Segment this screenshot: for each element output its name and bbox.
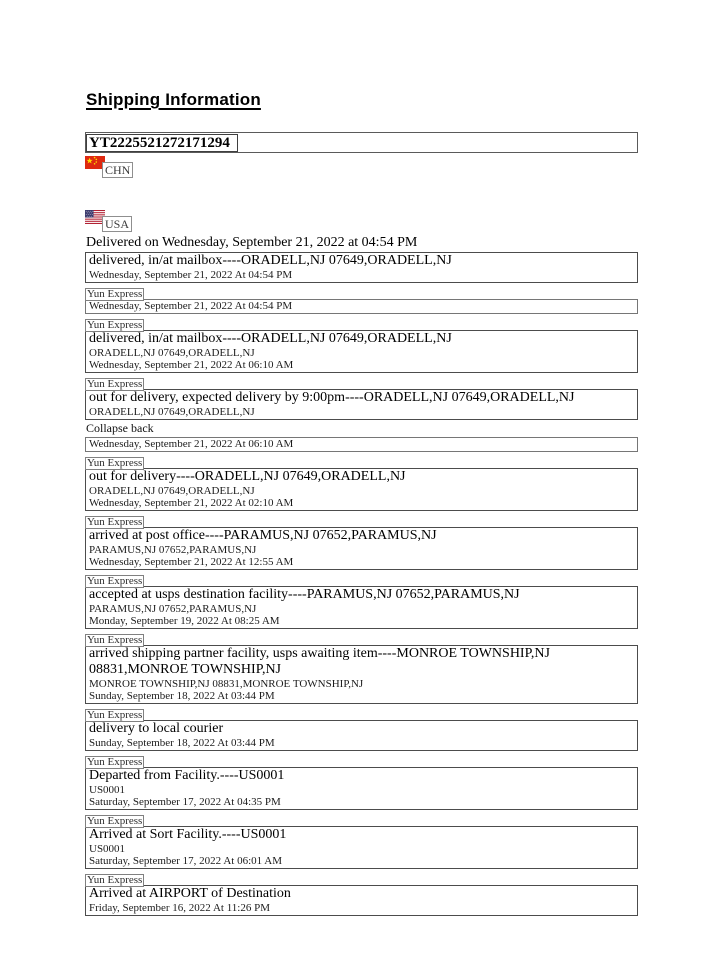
carrier-badge: Yun Express — [87, 575, 143, 587]
event-title: Arrived at AIRPORT of Destination — [89, 886, 291, 901]
event-location: ORADELL,NJ 07649,ORADELL,NJ — [89, 347, 255, 359]
event-location: ORADELL,NJ 07649,ORADELL,NJ — [89, 485, 255, 497]
event-datetime: Sunday, September 18, 2022 At 03:44 PM — [89, 737, 275, 749]
event-datetime: Wednesday, September 21, 2022 At 02:10 AM — [89, 497, 294, 509]
carrier-badge: Yun Express — [87, 634, 143, 646]
tracking-event-card — [85, 389, 638, 420]
tracking-event-card — [85, 252, 638, 283]
carrier-badge: Yun Express — [87, 874, 143, 886]
event-datetime: Saturday, September 17, 2022 At 06:01 AM — [89, 855, 282, 867]
destination-country-row — [85, 210, 638, 233]
event-title: delivered, in/at mailbox----ORADELL,NJ 07649,ORADELL,NJ — [89, 331, 452, 346]
event-location: PARAMUS,NJ 07652,PARAMUS,NJ — [89, 544, 257, 556]
event-location: MONROE TOWNSHIP,NJ 08831,MONROE TOWNSHIP,NJ — [89, 678, 364, 690]
event-title: arrived shipping partner facility, usps awaiting item----MONROE TOWNSHIP,NJ 08831,MONROE TOWNSHIP,NJ — [89, 646, 550, 677]
event-datetime: Wednesday, September 21, 2022 At 04:54 PM — [89, 269, 293, 281]
collapse-back-link[interactable]: Collapse back — [86, 421, 154, 435]
tracking-event-card — [85, 767, 638, 810]
event-title: Departed from Facility.----US0001 — [89, 768, 285, 783]
event-title: out for delivery, expected delivery by 9:00pm----ORADELL,NJ 07649,ORADELL,NJ — [89, 390, 575, 405]
carrier-badge: Yun Express — [87, 709, 143, 721]
origin-country-row — [85, 156, 638, 179]
event-datetime: Wednesday, September 21, 2022 At 12:55 AM — [89, 556, 294, 568]
tracking-event-card — [85, 885, 638, 916]
event-datetime: Saturday, September 17, 2022 At 04:35 PM — [89, 796, 281, 808]
event-location: US0001 — [89, 843, 126, 855]
tracking-number-input[interactable]: YT2225521272171294 — [86, 134, 238, 152]
carrier-badge: Yun Express — [87, 378, 143, 390]
carrier-badge: Yun Express — [87, 288, 143, 300]
carrier-badge: Yun Express — [87, 516, 143, 528]
tracking-event-card — [85, 645, 638, 704]
tracking-event-card — [85, 468, 638, 511]
shipping-info-panel — [85, 0, 638, 916]
event-title: Arrived at Sort Facility.----US0001 — [89, 827, 287, 842]
carrier-badge: Yun Express — [87, 815, 143, 827]
event-datetime: Monday, September 19, 2022 At 08:25 AM — [89, 615, 280, 627]
carrier-badge: Yun Express — [87, 319, 143, 331]
event-title: delivery to local courier — [89, 721, 224, 736]
tracking-event-card — [85, 299, 638, 314]
tracking-event-card — [85, 437, 638, 452]
event-datetime: Wednesday, September 21, 2022 At 04:54 PM — [89, 300, 293, 312]
carrier-badge: Yun Express — [87, 457, 143, 469]
event-datetime: Friday, September 16, 2022 At 11:26 PM — [89, 902, 270, 914]
event-title: arrived at post office----PARAMUS,NJ 07652,PARAMUS,NJ — [89, 528, 437, 543]
carrier-badge: Yun Express — [87, 756, 143, 768]
tracking-event-card — [85, 527, 638, 570]
page-title: Shipping Information — [86, 90, 261, 109]
event-title: delivered, in/at mailbox----ORADELL,NJ 07649,ORADELL,NJ — [89, 253, 452, 268]
event-location: US0001 — [89, 784, 126, 796]
tracking-event-card — [85, 826, 638, 869]
event-title: accepted at usps destination facility----PARAMUS,NJ 07652,PARAMUS,NJ — [89, 587, 520, 602]
event-location: PARAMUS,NJ 07652,PARAMUS,NJ — [89, 603, 257, 615]
event-location: ORADELL,NJ 07649,ORADELL,NJ — [89, 406, 255, 418]
tracking-event-card — [85, 330, 638, 373]
event-datetime: Sunday, September 18, 2022 At 03:44 PM — [89, 690, 275, 702]
event-datetime: Wednesday, September 21, 2022 At 06:10 AM — [89, 359, 294, 371]
origin-country-label[interactable]: CHN — [102, 162, 133, 178]
event-title: out for delivery----ORADELL,NJ 07649,ORADELL,NJ — [89, 469, 406, 484]
delivery-summary: Delivered on Wednesday, September 21, 2022 at 04:54 PM — [86, 235, 418, 250]
tracking-number-box — [85, 132, 638, 153]
event-datetime: Wednesday, September 21, 2022 At 06:10 AM — [89, 438, 294, 450]
tracking-event-card — [85, 720, 638, 751]
destination-country-label[interactable]: USA — [102, 216, 132, 232]
tracking-event-card — [85, 586, 638, 629]
